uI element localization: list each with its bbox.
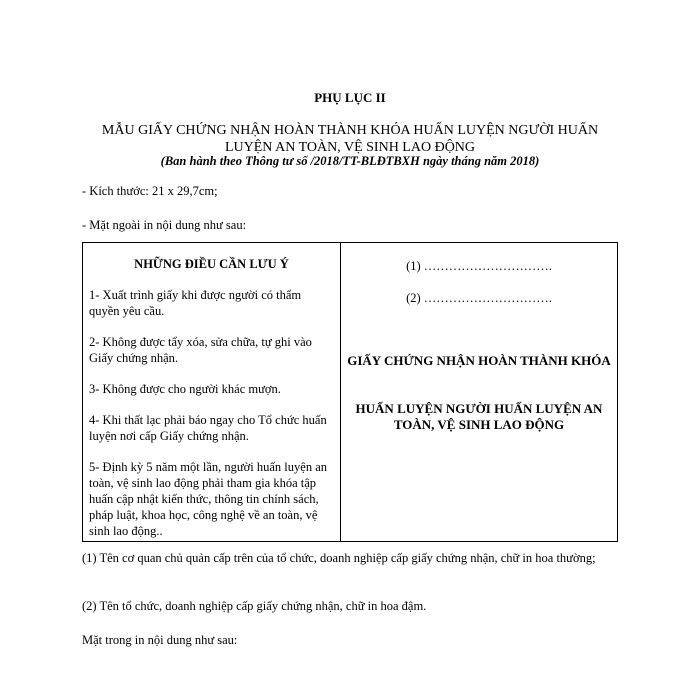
certificate-title: GIẤY CHỨNG NHẬN HOÀN THÀNH KHÓA [347, 353, 611, 368]
issuer-line-1: (1) …………………………. [406, 259, 552, 273]
card-outside-box [82, 242, 618, 542]
footnote-2: (2) Tên tổ chức, doanh nghiệp cấp giấy chứng nhận, chữ in hoa đậm. [82, 599, 427, 613]
notice-column [83, 243, 340, 554]
outside-spec: - Mặt ngoài in nội dung như sau: [82, 218, 247, 232]
box-divider [340, 243, 341, 541]
notice-heading: NHỮNG ĐIỀU CẦN LƯU Ý [134, 257, 289, 271]
issuer-line-2: (2) …………………………. [406, 291, 552, 305]
certificate-subtitle: HUẤN LUYỆN NGƯỜI HUẤN LUYỆN AN TOÀN, VỆ SINH LAO ĐỘNG [355, 401, 603, 432]
document-title-line-1: MẪU GIẤY CHỨNG NHẬN HOÀN THÀNH KHÓA HUẤN LUYỆN NGƯỜI HUẤN [101, 123, 599, 138]
notice-item-5: 5- Định kỳ 5 năm một lần, người huấn luyện an toàn, vệ sinh lao động phải tham gia khóa tập huấn cập nhật kiến thức, thông tin chính sách, pháp luật, khoa học, công nghệ về an toàn, vệ sinh lao động.. [89, 460, 328, 538]
notice-item-4: 4- Khi thất lạc phải báo ngay cho Tổ chức huấn luyện nơi cấp Giấy chứng nhận. [89, 413, 327, 443]
notice-item-1: 1- Xuất trình giấy khi được người có thẩm quyền yêu cầu. [89, 288, 302, 318]
inside-spec: Mặt trong in nội dung như sau: [82, 633, 238, 647]
footnote-1: (1) Tên cơ quan chủ quản cấp trên của tổ chức, doanh nghiệp cấp giấy chứng nhận, chữ in hoa thường; [82, 551, 596, 565]
notice-item-2: 2- Không được tẩy xóa, sửa chữa, tự ghi vào Giấy chứng nhận. [89, 335, 312, 365]
size-spec: - Kích thước: 21 x 29,7cm; [82, 184, 218, 198]
appendix-title: PHỤ LỤC II [314, 90, 386, 105]
document-title [90, 122, 610, 156]
notice-item-3: 3- Không được cho người khác mượn. [89, 382, 281, 396]
document-title-line-2: LUYỆN AN TOÀN, VỆ SINH LAO ĐỘNG [224, 140, 476, 155]
issued-by-note: (Ban hành theo Thông tư số /2018/TT-BLĐTBXH ngày tháng năm 2018) [160, 154, 540, 168]
